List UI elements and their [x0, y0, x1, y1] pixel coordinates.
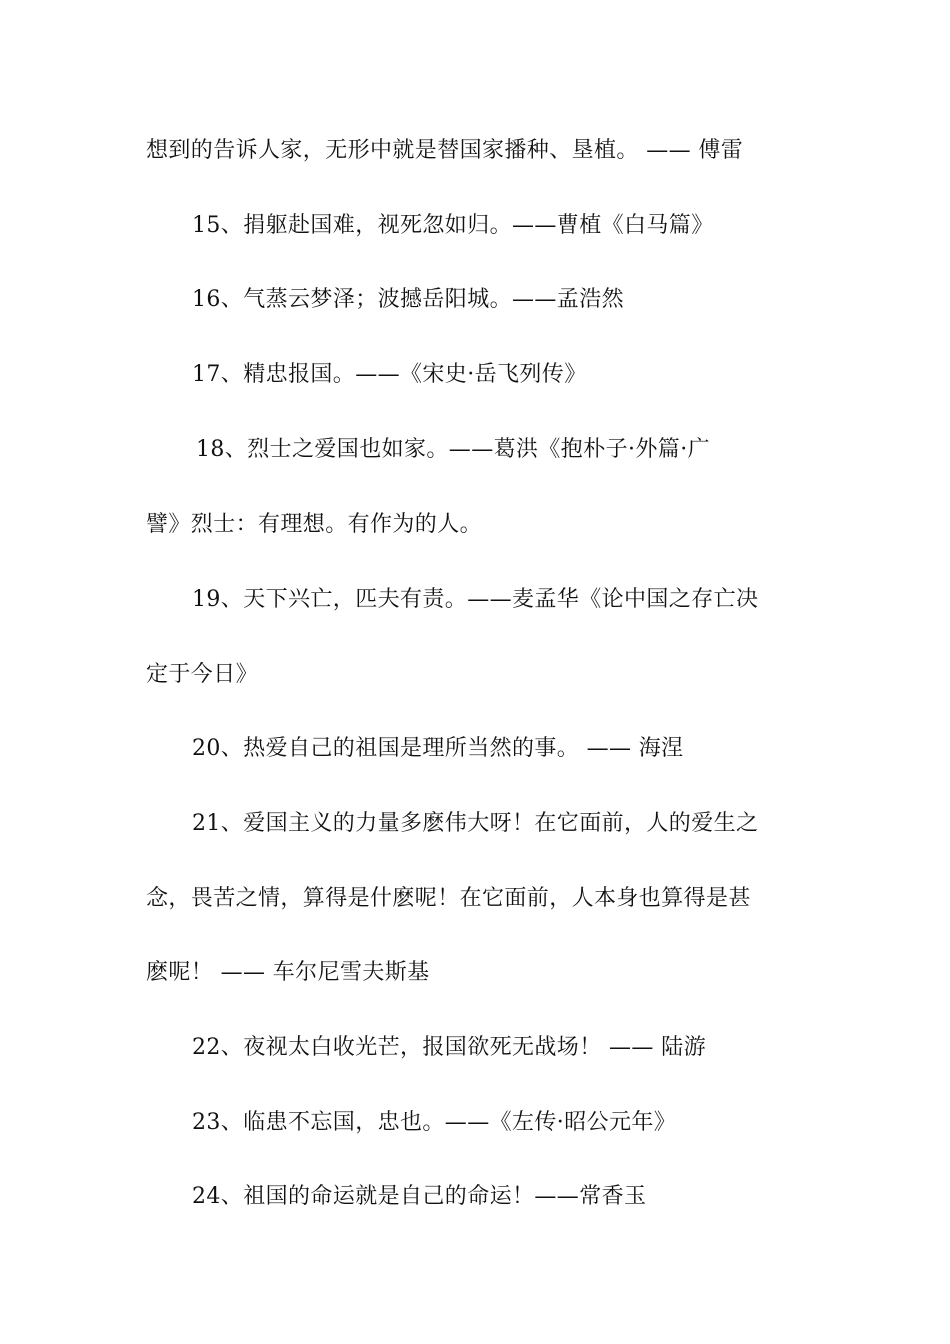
quote-17: 17、精忠报国。——《宋史·岳飞列传》 [192, 362, 587, 387]
quote-24: 24、祖国的命运就是自己的命运！——常香玉 [192, 1184, 647, 1209]
quote-23: 23、临患不忘国，忠也。——《左传·昭公元年》 [192, 1110, 677, 1135]
quote-15: 15、捐躯赴国难，视死忽如归。——曹植《白马篇》 [192, 213, 714, 238]
quote-19: 19、天下兴亡，匹夫有责。——麦孟华《论中国之存亡决 [192, 587, 759, 612]
quote-16: 16、气蒸云梦泽；波撼岳阳城。——孟浩然 [192, 287, 624, 312]
quote-22: 22、夜视太白收光芒，报国欲死无战场！ —— 陆游 [192, 1035, 706, 1060]
quote-18-continuation: 譬》烈士：有理想。有作为的人。 [146, 512, 483, 537]
quote-19-continuation: 定于今日》 [146, 662, 259, 687]
quote-18: 18、烈士之爱国也如家。——葛洪《抱朴子·外篇·广 [196, 437, 710, 462]
text-line-continuation-fu-lei: 想到的告诉人家，无形中就是替国家播种、垦植。 —— 傅雷 [146, 138, 744, 163]
quote-21: 21、爱国主义的力量多麽伟大呀！在它面前，人的爱生之 [192, 811, 759, 836]
quote-20: 20、热爱自己的祖国是理所当然的事。 —— 海涅 [192, 736, 684, 761]
quote-21-continuation-2: 麽呢！ —— 车尔尼雪夫斯基 [146, 960, 430, 985]
quote-21-continuation-1: 念，畏苦之情，算得是什麽呢！在它面前，人本身也算得是甚 [146, 886, 751, 911]
